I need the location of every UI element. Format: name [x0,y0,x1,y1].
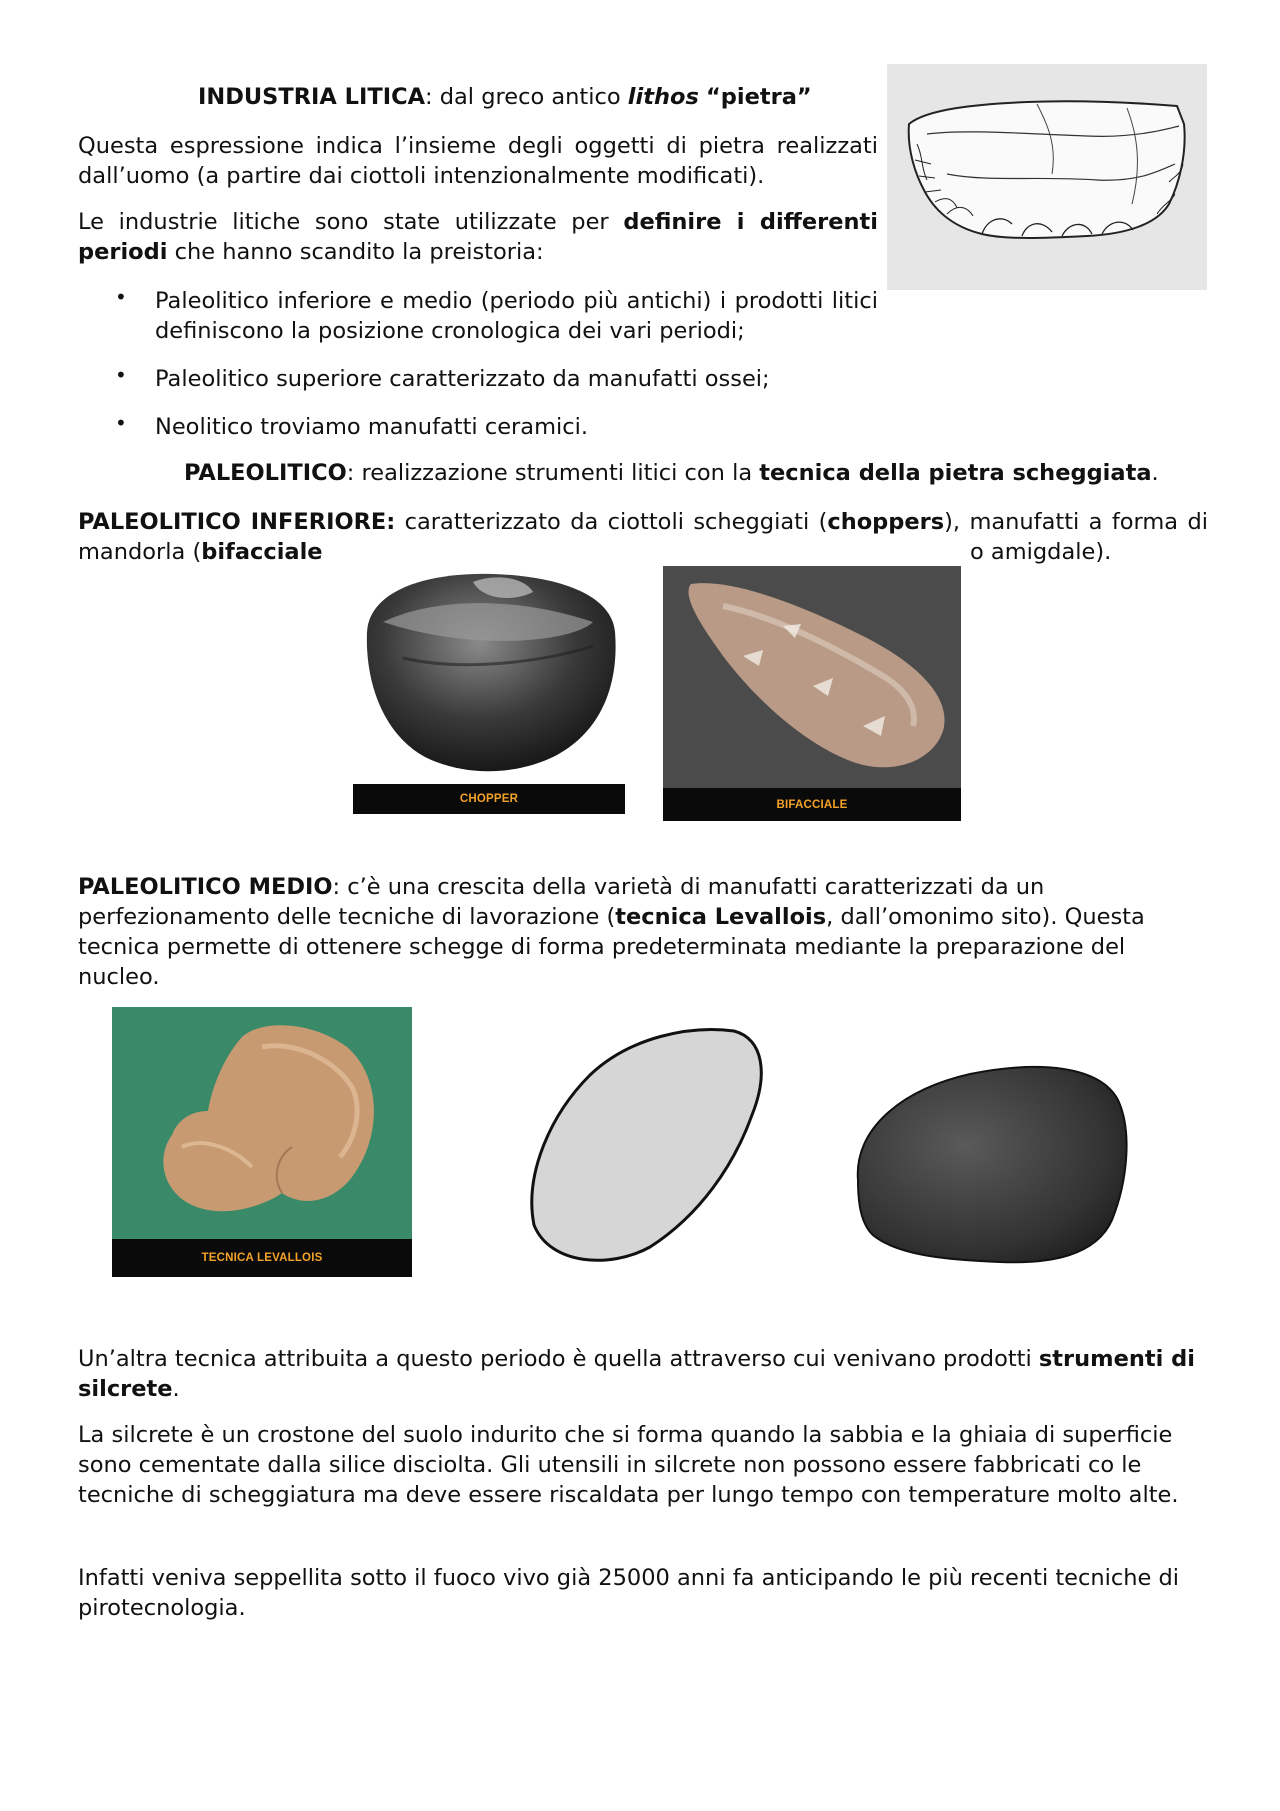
p2-end: che hanno scandito la preistoria: [167,239,544,265]
intro-paragraph-1: Questa espressione indica l’insieme degli oggetti di pietra realizzati dall’uomo (a partire dai ciottoli intenzionalmente modificati). [78,133,878,189]
bullet-dot-icon: • [115,411,127,435]
p2-bold: definire i differenti periodi [78,209,878,265]
bifacciale-stone [663,566,961,788]
page-title [198,82,878,112]
levallois-term: tecnica Levallois [615,904,827,930]
silcrete-paragraph-1: Un’altra tecnica attribuita a questo periodo è quella attraverso cui venivano prodotti strumenti di silcrete. [78,1346,1195,1402]
light-pebble-image [520,1025,770,1270]
inferiore-line-1: PALEOLITICO INFERIORE: caratterizzato da ciottoli scheggiati (choppers), manufatti a forma di [78,509,1208,535]
inferiore-line-2-end: o amigdale). [970,539,1112,565]
bullet-dot-icon: • [115,363,127,387]
inferiore-label: PALEOLITICO INFERIORE: [78,509,396,535]
chopper-stone [353,562,625,784]
inferiore-line-2: mandorla (bifacciale [78,539,323,565]
lithic-sketch-image [887,64,1207,290]
title-pietra: “pietra” [706,84,812,110]
p2-start: Le industrie litiche sono state utilizzate per [78,209,624,235]
paleolitico-rest: : realizzazione strumenti litici con la [346,460,760,486]
bifacciale-caption: BIFACCIALE [663,788,961,821]
bullet-item-1: Paleolitico inferiore e medio (periodo più antichi) i prodotti litici definiscono la posizione cronologica dei vari periodi; [155,288,878,344]
paleolitico-line: PALEOLITICO: realizzazione strumenti litici con la tecnica della pietra scheggiata. [184,460,1159,486]
silcrete-paragraph-3: Infatti veniva seppellita sotto il fuoco vivo già 25000 anni fa anticipando le più recenti tecniche di pirotecnologia. [78,1565,1180,1621]
title-rest: : dal greco antico [425,84,628,110]
silcrete-paragraph-2: La silcrete è un crostone del suolo indurito che si forma quando la sabbia e la ghiaia di superficie sono cementate dalla silice disciolta. Gli utensili in silcrete non possono essere fabbricati co le tecniche di scheggiatura ma deve essere riscaldata per lungo tempo con temperature molto alte. [78,1422,1179,1508]
sketch-drawing [887,64,1207,290]
chopper-image [353,562,625,814]
medio-paragraph: PALEOLITICO MEDIO: c’è una crescita della varietà di manufatti caratterizzati da un perfezionamento delle tecniche di lavorazione (tecnica Levallois, dall’omonimo sito). Questa tecnica permette di ottenere schegge di forma predeterminata mediante la preparazione del nucleo. [78,874,1145,990]
paleolitico-bold: tecnica della pietra scheggiata [759,460,1152,486]
bifacciale-term: bifacciale [201,539,323,565]
bifacciale-image [663,566,961,821]
levallois-image [112,1007,412,1277]
levallois-stone [112,1007,412,1239]
bullet-dot-icon: • [115,285,127,309]
choppers-term: choppers [827,509,945,535]
dark-pebble-image [850,1060,1132,1270]
title-lithos: lithos [627,84,699,110]
levallois-caption: TECNICA LEVALLOIS [112,1239,412,1277]
title-bold: INDUSTRIA LITICA [198,84,425,110]
chopper-caption: CHOPPER [353,784,625,814]
light-pebble-drawing [520,1025,770,1270]
medio-label: PALEOLITICO MEDIO [78,874,333,900]
silcrete-term: strumenti di silcrete [78,1346,1195,1402]
dark-pebble-drawing [850,1060,1132,1270]
intro-paragraph-2 [78,207,878,267]
bullet-item-2: Paleolitico superiore caratterizzato da manufatti ossei; [155,366,770,392]
bullet-item-3: Neolitico troviamo manufatti ceramici. [155,414,589,440]
paleolitico-label: PALEOLITICO [184,460,347,486]
